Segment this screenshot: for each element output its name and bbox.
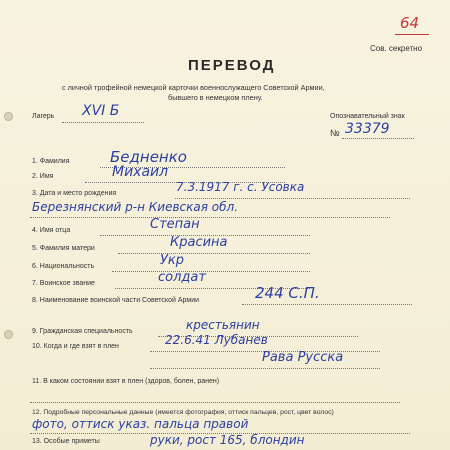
subtitle-line-2: бывшего в немецком плену. [168,93,263,102]
field-value-nationality: Укр [160,253,185,268]
field-label-personal-data: 12. Подробные персональные данные (имеется фотография, оттиск пальцев, рост, цвет волос) [32,409,334,416]
field-value-personal-data: фото, оттиск указ. пальца правой [32,417,249,431]
field-label-father: 4. Имя отца [32,227,71,234]
field-underline [150,368,380,369]
field-value-birth-line2: Березнянский р-н Киевская обл. [32,200,239,214]
field-value-birth: 7.3.1917 г. с. Усовка [176,180,305,194]
field-label-captured: 10. Когда и где взят в плен [32,343,119,350]
field-label-profession: 9. Гражданская специальность [32,328,133,335]
camp-underline [62,122,144,123]
subtitle-line-1: с личной трофейной немецкой карточки военнослужащего Советской Армии, [62,83,325,92]
field-value-first-name: Михаил [112,164,169,180]
field-label-features: 13. Особые приметы [32,438,100,445]
id-tag-label: Опознавательный знак [330,113,405,120]
field-value-father: Степан [150,217,200,232]
id-tag-prefix: № [330,128,340,138]
punch-hole [4,112,13,121]
field-value-captured: 22.6.41 Лубанев [165,333,268,347]
camp-value: XVI Б [82,103,120,119]
field-value-unit: 244 С.П. [255,284,320,302]
field-underline [30,402,400,403]
field-label-unit: 8. Наименование воинской части Советской Армии [32,297,200,304]
id-tag-value: 33379 [345,121,390,137]
field-label-rank: 7. Воинское звание [32,280,95,287]
field-underline [30,217,390,218]
field-underline [118,253,310,254]
field-label-birth: 3. Дата и место рождения [32,190,117,197]
field-underline [175,198,410,199]
id-tag-underline [342,138,414,139]
field-value-mother: Красина [170,235,228,250]
field-value-captured-line2: Рава Русска [262,350,344,365]
punch-hole [4,330,13,339]
field-label-surname: 1. Фамилия [32,158,70,165]
corner-number: 64 [400,14,420,32]
field-label-mother: 5. Фамилия матери [32,245,95,252]
corner-number-underline [395,34,429,35]
field-label-nationality: 6. Национальность [32,263,95,270]
document-title: ПЕРЕВОД [188,57,276,74]
field-value-surname: Бедненко [110,148,187,166]
camp-label: Лагерь [32,113,55,120]
field-underline [112,271,310,272]
field-value-features: руки, рост 165, блондин [150,433,305,447]
field-underline [242,304,412,305]
field-value-rank: солдат [158,270,206,285]
field-label-condition: 11. В каком состоянии взят в плен (здоров, болен, ранен) [32,378,220,385]
field-value-profession: крестьянин [186,318,260,332]
field-label-first-name: 2. Имя [32,173,54,180]
classification-stamp: Сов. секретно [370,44,423,53]
